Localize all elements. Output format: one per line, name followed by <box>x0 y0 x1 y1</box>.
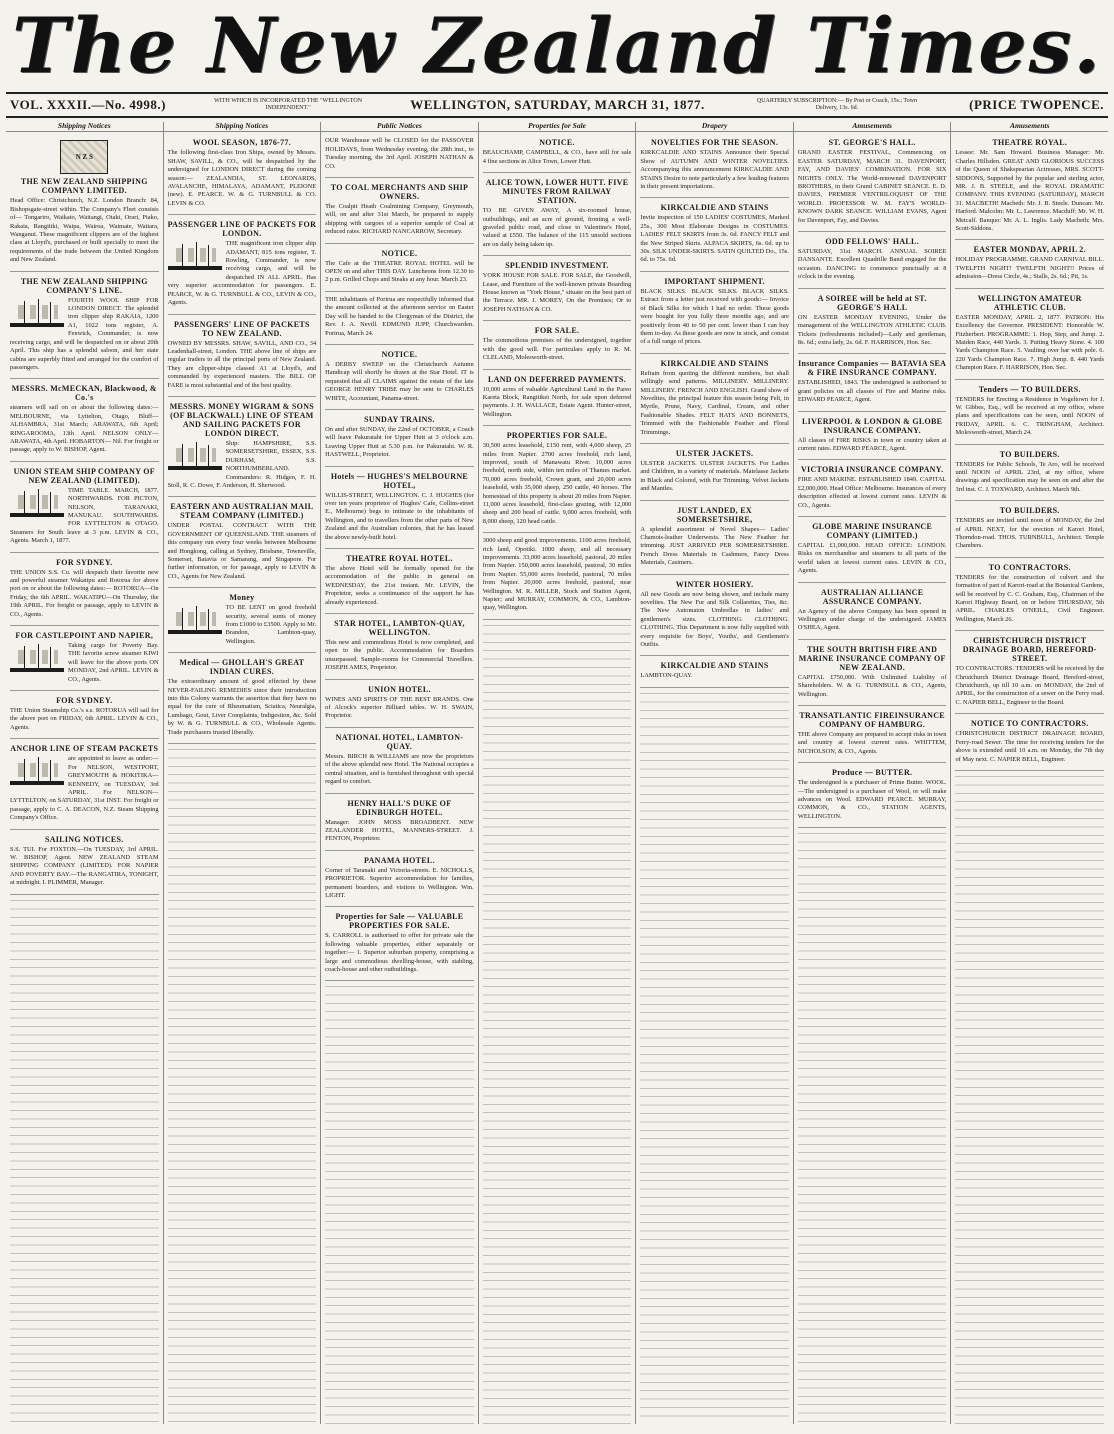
advertisement-body: TO CONTRACTORS. TENDERS will be received by the Christchurch District Drainage Board, Hereford-street, Christchurch, up till 10 a.m. on MONDAY, the 2nd of APRIL, for the construction of a sewer on the Ferry road. C. NAPIER BELL, Engineer to the Board. <box>955 665 1105 706</box>
advertisement-body: The extraordinary amount of good effected by these NEVER-FAILING REMEDIES since their introduction into this Colony warrants the assertion that they have no equal for the cure of Rheumatism, Sciatica, Neuralgia, Lumbago, Gout, Liver Complaints, Indigestion, &c. Sold by W. & G. TURNBULL & CO., Wholesale Agents. Trade purchasers trusted liberally. <box>167 678 317 736</box>
advertisement <box>798 234 947 289</box>
advertisement-body: are appointed to leave as under:— For NELSON, WESTPORT, GREYMOUTH & HOKITIKA—KENNEDY, on TUESDAY, 3rd APRIL. For NELSON—LYTTELTON, on SATURDAY, 31st INST. For freight or passage, apply to C. A. DEACON, N.Z. Steam Shipping Company's Office. <box>10 755 159 822</box>
column-7 <box>951 122 1108 1424</box>
advertisement-body: The undersigned is a purchaser of Prime Butter. WOOL.—The undersigned is a purchaser of Wool, or will make advances on Wool. EDWARD PEARCE. MURRAY, COMMON, & CO., STATION AGENTS, WELLINGTON. <box>797 779 947 820</box>
advertisement-body: The commodious premises of the undersigned, together with the good will. For particulars apply to R. M. CLELAND, Molesworth-street. <box>482 337 632 362</box>
advertisement-body: S.S. TUI. For FOXTON.—On TUESDAY, 3rd APRIL. W. BISHOP, Agent. NEW ZEALAND STEAM SHIPPING COMPANY (LIMITED). FOR NAPIER AND POVERTY BAY.—The RANGATIRA, TONIGHT, at midnight. I. PLIMMER, Manager. <box>10 845 159 887</box>
advertisement-title: MESSRS. McMECKAN, Blackwood, & Co.'s <box>11 384 157 403</box>
advertisement-title: NOTICE. <box>381 349 418 359</box>
advertisement-body: CAPITAL £1,000,000. HEAD OFFICE: LONDON. Risks on merchandise and steamers to all parts of the world taken at lowest current rates. LEVIN & CO., Agents. <box>797 541 947 575</box>
advertisement-title: MESSRS. MONEY WIGRAM & SONS (OF BLACKWALL) LINE OF STEAM AND SAILING PACKETS FOR LONDON DIRECT. <box>169 401 315 438</box>
body-text-filler <box>955 773 1104 1424</box>
advertisement <box>10 555 159 626</box>
advertisement <box>640 503 789 575</box>
advertisement-body: TENDERS for Public Schools, Te Aro, will be received until NOON of APRIL 23rd, at my office, where drawings and specification may be seen on and after the 3rd inst. C. J. TOXWARD, Architect. March 9th. <box>955 460 1105 493</box>
advertisement-title: Produce — BUTTER. <box>832 768 913 778</box>
advertisement <box>325 469 474 549</box>
advertisement <box>955 242 1104 288</box>
advertisement <box>640 200 789 271</box>
advertisement-title: TO BUILDERS. <box>999 449 1060 459</box>
advertisement-title: HENRY HALL'S DUKE OF EDINBURGH HOTEL. <box>347 798 452 817</box>
advertisement-body: YORK HOUSE FOR SALE. FOR SALE, the Goodwill, Lease, and Furniture of the well-known private Boarding House known as "York House," situate on the best part of the Terrace. MR. J. MOREY, On the Premises; Or to JOSEPH NATHAN & CO. <box>482 272 632 313</box>
advertisement-title: LIVERPOOL & LONDON & GLOBE INSURANCE COMPANY. <box>802 416 943 435</box>
advertisement <box>955 382 1104 445</box>
advertisement-body: CAPITAL £750,000. With Unlimited Liability of Shareholders. W. & G. TURNBULL & CO., Agents, Wellington. <box>797 673 947 698</box>
advertisement-title: Tenders — TO BUILDERS. <box>978 384 1081 394</box>
advertisement <box>325 246 474 292</box>
advertisement-title: LAND ON DEFERRED PAYMENTS. <box>488 374 627 384</box>
advertisement-body: HOLIDAY PROGRAMME. GRAND CARNIVAL BILL. TWELFTH NIGHT! TWELFTH NIGHT!! Prices of admission—Dress Circle, 4s.; Stalls, 2s. 6d.; Pit, 1s. <box>955 256 1105 281</box>
advertisement <box>325 180 474 244</box>
advertisement <box>325 616 474 680</box>
advertisement-body: An Agency of the above Company has been opened in Wellington under charge of the undersigned. JAMES O'SHEA, Agent. <box>797 607 947 632</box>
advertisement-body: TENDERS are invited until noon of MONDAY, the 2nd of APRIL NEXT, for the erection of Karori Hotel, Thorndon-road. THOS. TURNBULL, Architect. Temple Chambers. <box>955 517 1105 550</box>
advertisement-body: LAMBTON-QUAY. <box>640 672 693 680</box>
advertisement <box>10 741 159 829</box>
advertisement-body: FIRE AND MARINE. ESTABLISHED 1849. CAPITAL £2,000,000. Head Office: Melbourne. Insurances of every description effected at lowest current rates. LEVIN & CO., Agents. <box>797 476 947 509</box>
advertisement-title: TO CONTRACTORS. <box>988 562 1071 572</box>
body-text-filler <box>483 622 632 1424</box>
advertisement-title: ULSTER JACKETS. <box>675 448 754 458</box>
advertisement <box>955 716 1104 771</box>
advertisement-body: THE Union Steamship Co.'s s.s. ROTORUA will sail for the above port on FRIDAY, 6th APRIL. LEVIN & CO., Agents. <box>10 707 159 731</box>
advertisement-title: THE SOUTH BRITISH FIRE AND MARINE INSURANCE COMPANY OF NEW ZEALAND. <box>798 644 946 672</box>
advertisement-body: The above Hotel will be formally opened for the accommodation of the public in general on WEDNESDAY, the 21st instant. Mr. LEVIN, the Proprietor, seeks a continuance of the support he has already experienced. <box>325 565 474 606</box>
advertisement-title: PANAMA HOTEL. <box>364 855 435 865</box>
advertisement <box>798 291 947 355</box>
advertisement-body: Corner of Taranaki and Victoria-streets. E. NICHOLLS, PROPRIETOR. Superior accommodation for families, permanent boarders, and visitors to Wellington. Wm. LIGHT. <box>325 866 474 899</box>
advertisement-body: WINES AND SPIRITS OF THE BEST BRANDS. One of Alcock's superior Billiard tables. W. H. SWAIN, Proprietor. <box>325 695 474 720</box>
column-5 <box>636 122 794 1424</box>
advertisement-body: UNDER POSTAL CONTRACT WITH THE GOVERNMENT OF QUEENSLAND. THE steamers of this company run every four weeks between Melbourne and Hongkong, calling at Sydney, Brisbane, Townsville, Somerset, Batavia or Samarang, and Singapore. For further information, or for passage, apply to LEVIN & CO., Agents for New Zealand. <box>167 522 317 580</box>
advertisement <box>640 446 789 501</box>
body-text-filler <box>798 830 947 1424</box>
advertisement-title: WINTER HOSIERY. <box>675 579 754 589</box>
advertisement-title: Money <box>229 593 255 603</box>
advertisement <box>483 535 632 620</box>
advertisement-title: UNION HOTEL. <box>368 684 431 694</box>
advertisement-title: NOTICE TO CONTRACTORS. <box>970 719 1089 729</box>
column-heading: Properties for Sale <box>479 122 636 132</box>
advertisement <box>955 560 1104 631</box>
advertisement-title: KIRKCALDIE AND STAINS <box>660 661 769 671</box>
place-date: WELLINGTON, SATURDAY, MARCH 31, 1877. <box>410 97 705 112</box>
advertisement-body: KIRKCALDIE AND STAINS Announce their Special Show of AUTUMN AND WINTER NOVELTIES. Accompanying this announcement KIRKCALDIE AND STAINS Desire to note particularly a few leading features in their present importations. <box>640 149 789 191</box>
advertisement-title: STAR HOTEL, LAMBTON-QUAY, WELLINGTON. <box>334 619 465 638</box>
advertisement <box>640 135 789 198</box>
advertisement <box>325 853 474 908</box>
advertisement-body: THE above Company are prepared to accept risks in town and country at lowest current rates. WHITTEM, NICHOLSON, & CO., Agents. <box>797 731 947 755</box>
advertisement <box>955 633 1104 714</box>
advertisement-body: All new Goods are now being shown, and include many novelties. The New Fur and Silk Collarettes, Ties, &c. The New Automaton Umbrellas in ladies' and gentlemen's sizes. CLOTHING. CLOTHING. CLOTHING. This Department is now fully supplied with every requisite for Boys', Youths', and Gentlemen's Outfits. <box>640 590 789 649</box>
advertisement-title: KIRKCALDIE AND STAINS <box>660 203 769 213</box>
advertisement <box>640 274 789 354</box>
sailing-ship-icon <box>10 299 64 329</box>
advertisement <box>955 291 1104 380</box>
advertisement-title: A SOIREE will be held at ST. GEORGE'S HALL <box>817 293 927 312</box>
column-2 <box>164 122 322 1424</box>
advertisement-body: Invite inspection of 150 LADIES' COSTUMES, Marked 25s., 300 Most Elaborate Designs in COSTUMES. LADIES' FELT SKIRTS from 3s. 6d. FANCY FELT and the New Striped Skirts. ALPACA SKIRTS, 6s. 6d. up to 30s. SILK UNDER-SKIRTS. SATIN QUILTED Do., 15s. 6d. to 75s. 6d. <box>640 214 789 264</box>
advertisement <box>10 274 159 380</box>
masthead: The New Zealand Times. <box>12 1 1102 90</box>
advertisement-body: Refrain from quoting the different numbers, but shall willingly send patterns. MILLINERY. MILLINERY. MILLINERY. FRENCH AND ENGLISH. Grand show of Novelties, the principal feature this season being Felt, in Myrtle, Prune, Navy, Cardinal, Cream, and other Fashionable Shades. FELT HATS AND BONNETS, Trimmed with the Fashionable Feather and Floral Trimmings. <box>640 369 789 436</box>
advertisement <box>168 217 317 314</box>
advertisement-title: WELLINGTON AMATEUR ATHLETIC CLUB. <box>977 293 1082 312</box>
advertisement <box>168 655 317 744</box>
advertisement-body: FOURTH WOOL SHIP FOR LONDON DIRECT. The splendid iron clipper ship RAKAIA, 1200 A1, 1022 tons register, A. Fenwick, Commander, is now receiving cargo, and will be despatched on or about 20th April. This ship has a splendid saloon, and her state cabins are superbly fitted and arranged for the comfort of passengers. <box>10 296 159 371</box>
sailing-ship-icon <box>10 757 64 787</box>
column-1 <box>6 122 164 1424</box>
advertisement-title: FOR CASTLEPOINT AND NAPIER, <box>15 631 154 641</box>
advertisement-body: 10,000 acres of valuable Agricultural Land in the Pareo Kareta Block, Rangitikei North, for sale upon deferred payments. J. H. WALLACE, Estate Agent. Hunter-street, Wellington. <box>482 385 632 418</box>
advertisement <box>483 428 632 533</box>
advertisement-body: Ship: HAMPSHIRE, S.S. SOMERSETSHIRE, ESSEX, S.S. DURHAM, S.S. NORTHUMBERLAND. Commanders: R. Hidgen, F. H. Stoll, R. C. Dowe, F. Anderson, H. Sherwood. <box>167 439 317 489</box>
advertisement <box>798 356 947 411</box>
advertisement-body: Messrs. BIRCH & WILLIAMS are now the proprietors of the above splendid new Hotel. The National occupies a central situation, and is furnished throughout with special regard to comfort. <box>325 752 474 786</box>
body-text-filler <box>640 690 789 1424</box>
advertisement-title: NOVELTIES FOR THE SEASON. <box>651 138 779 148</box>
advertisement <box>325 909 474 981</box>
advertisement-title: IMPORTANT SHIPMENT. <box>664 276 765 286</box>
advertisement-body: A DERBY SWEEP on the Christchurch Autumn Handicap will shortly be drawn at the Star Hotel. IT is requested that all CLAIMS against the estate of the late GEORGE HENRY TRIBE may be sent to CHARLES WHITE, Accountant, Panama-street. <box>325 360 474 402</box>
advertisement <box>10 832 159 895</box>
column-6 <box>794 122 952 1424</box>
advertisement <box>798 462 947 517</box>
advertisement-title: THE NEW ZEALAND SHIPPING COMPANY LIMITED. <box>20 177 148 196</box>
advertisement <box>168 317 317 397</box>
advertisement-body: THE magnificent iron clipper ship ADAMANT, 815 tons register, T. Rowling, Commander, is now receiving cargo, and will be despatched IN ALL APRIL. Has very superior accommodation for passengers. E. PEARCE, W. & G. TURNBULL & CO., LEVIN & CO., Agents. <box>167 240 317 307</box>
column-heading: Amusements <box>951 122 1108 132</box>
advertisement <box>640 577 789 657</box>
advertisement <box>168 499 317 588</box>
advertisement-body: The Cafe at the THEATRE ROYAL HOTEL will be OPEN on and after THIS DAY. Luncheons from 12.30 to 2 p.m. Grilled Chops and Steaks at any hour. March 23. <box>325 259 474 284</box>
sailing-ship-icon <box>10 644 64 674</box>
advertisement <box>483 258 632 321</box>
advertisement-body: This new and commodious Hotel is now completed, and open to the public. Accommodation for Boarders unsurpassed. Sample-rooms for Commercial Travellers. JOSEPH AMES, Proprietor. <box>325 639 474 672</box>
advertisement-body: S. CARROLL is authorised to offer for private sale the following valuable properties, either separately or together:— 1. Superior suburban property, comprising a large and commodious dwelling-house, with stabling, coach-house and other outbuildings. <box>325 932 474 973</box>
advertisement-title: THEATRE ROYAL. <box>992 138 1068 148</box>
advertisement <box>10 628 159 691</box>
advertisement-body: CHRISTCHURCH DISTRICT DRAINAGE BOARD, Ferry-road Sewer. The time for receiving tenders for the above is extended until 10 a.m. on Monday, the 7th day of May next. C. NAPIER BELL, Engineer. <box>955 730 1105 763</box>
advertisement <box>798 135 947 232</box>
advertisement-body: EASTER MONDAY, APRIL 2, 1877. PATRON: His Excellency the Governor. PRESIDENT: Honorable W. Fitzherbert. PROGRAMME: 1. Hop, Step, and Jump. 2. Maiden Race, 440 Yards. 3. Putting Heavy Stone. 4. 100 Yards Champion Race. 5. Vaulting over bar with pole. 6. 220 Yards Champion Race. 7. High Jump. 8. 440 Yards Champion Race. F. HARRISON, Hon. Sec. <box>955 313 1105 372</box>
advertisement-body: TIME TABLE. MARCH, 1877. NORTHWARDS. FOR PICTON, NELSON, TARANAKI, MANUKAU. SOUTHWARDS. FOR LYTTELTON & OTAGO. Steamers for South leave at 3 p.m. LEVIN & CO., Agents. March 1, 1877. <box>10 486 159 545</box>
column-4 <box>479 122 637 1424</box>
advertisement-body: ULSTER JACKETS. ULSTER JACKETS. For Ladies and Children, in a variety of materials. Matelasse Jackets in Black and Colored, with Fur Trimming. Velvet Jackets and Mantles. <box>640 459 789 493</box>
advertisement <box>640 356 789 444</box>
advertisement-title: PASSENGERS' LINE OF PACKETS TO NEW ZEALAND. <box>173 319 310 338</box>
advertisement-body: TENDERS for the construction of culvert and the formation of part of Karori-road at the Botanical Gardens, will be received by C. C. Graham, Esq., Chairman of the Karori Highway Board, on or before THURSDAY, 5th APRIL. CHARLES O'NEILL, Civil Engineer. Wellington, March 26. <box>955 573 1105 623</box>
advertisement-body: THE inhabitants of Porirua are respectfully informed that the amount collected at the afternoon service on Easter Day will be handed to the Clergyman of the District, the Rev. J. A. Nevill. EDMUND JUPP, Churchwarden. Porirua, March 24. <box>325 295 474 337</box>
advertisement <box>640 658 789 687</box>
advertisement-body: TENDERS for Erecting a Residence in Vogeltown for J. W. Gibbes, Esq., will be received at my office, where plans and specifications can be seen, until NOON of FRIDAY, APRIL 6. C. TRINGHAM, Architect. Molesworth-street, March 24. <box>955 395 1105 437</box>
advertisement-body: steamers will sail on or about the following dates:— MELBOURNE, via Lyttelton, Otago, Bluff— ALHAMBRA, 31st March; ARAWATA, 6th April; RINGAROOMA, 13th April. NELSON ONLY— ARAWATA, 4th April. HOBARTON— Nil. For freight or passage, apply to W. BISHOP, Agent. <box>10 404 159 454</box>
advertisement <box>955 447 1104 502</box>
advertisement-title: GLOBE MARINE INSURANCE COMPANY (LIMITED.) <box>812 521 933 540</box>
advertisement-body: ON EASTER MONDAY EVENING, Under the management of the WELLINGTON ATHLETIC CLUB. Tickets (refreshments included)—Lady and gentleman, 8s. 6d.; extra lady, 2s. 6d. F. HARRISON, Hon. Sec. <box>797 313 947 346</box>
advertisement-title: WOOL SEASON, 1876-77. <box>192 138 292 148</box>
advertisement-title: NOTICE. <box>381 248 418 258</box>
advertisement-title: FOR SALE. <box>534 326 580 336</box>
subscription-note: QUARTERLY SUBSCRIPTION:— By Post or Coach, 15s.; Town Delivery, 13s. 6d. <box>756 98 917 111</box>
column-3 <box>321 122 479 1424</box>
advertisement-body: THE UNION S.S. Co. will despatch their favorite new and powerful steamer Wakatipu and Rotorua for above port on or about the following dates:— ROTORUA—On Friday, the 6th APRIL. WAKATIPU—On Thursday, the 19th APRIL. For freight or passage, apply to LEVIN & CO., Agents. <box>10 568 159 618</box>
advertisement-title: Medical — GHOLLAH'S GREAT INDIAN CURES. <box>179 658 305 677</box>
advertisement <box>483 135 632 173</box>
advertisement <box>325 412 474 467</box>
advertisement-body: All classes of FIRE RISKS in town or country taken at current rates. EDWARD PEARCE, Agent. <box>797 436 947 452</box>
advertisement-body: ESTABLISHED, 1843. The undersigned is authorised to grant policies on all classes of Fire and Marine risks. EDWARD PEARCE, Agent. <box>797 379 947 404</box>
advertisement-title: THE NEW ZEALAND SHIPPING COMPANY'S LINE. <box>20 276 148 295</box>
advertisement-body: Taking cargo for Poverty Bay. THE favorite screw steamer KIWI will leave for the above ports ON MONDAY, 2nd APRIL. LEVIN & CO., Agents. <box>68 642 159 683</box>
advertisement-body: Lessee: Mr. Sam Howard. Business Manager: Mr. Charles Hillsden. GREAT AND GLORIOUS SUCCESS of the Queen of Shakspearian Actresses, MRS. SCOTT-SIDDONS, Supported by the popular and sterling actor, MR. J. B. STEELE, and the ROYAL DRAMATIC COMPANY. THIS EVENING (SATURDAY), MARCH 31. MACBETH! Macbeth: Mr. J. B. Steele. Duncan: Mr. Harford. Malcolm: Mr. L. Lawrence. Macduff: Mr. W. H. Metcalf. Banquo: Mr. A. L. Inglis. Lady Macbeth: Mrs. Scott-Siddons. <box>955 149 1105 233</box>
advertisement-title: JUST LANDED, EX SOMERSETSHIRE, <box>676 505 753 524</box>
advertisement <box>325 294 474 345</box>
advertisement <box>798 765 947 828</box>
body-text-filler <box>325 983 474 1424</box>
advertisement-body: BLACK SILKS. BLACK SILKS. BLACK SILKS. Extract from a letter just received with goods:— Invoice of Black Silks for which I had no order. These goods were bought for you fully three months ago, and are positively from 40 to 50 per cent. lower than I can buy them to-day. As these goods are now in stock, and consist of a full range of prices. <box>640 287 789 346</box>
column-heading: Shipping Notices <box>6 122 163 132</box>
advertisement-title: Hotels — HUGHES'S MELBOURNE HOTEL, <box>330 471 469 490</box>
advertisement-title: SPLENDID INVESTMENT. <box>505 261 609 271</box>
advertisement-title: FOR SYDNEY. <box>56 557 113 567</box>
advertisement-body: 30,500 acres leasehold, £150 rent, with 4,000 sheep, 25 miles from Napier. 2700 acres freehold, rich land, improved, south of Manawatu River. 10,000 acres freehold, north side, within ten miles of Thames market. 70,000 acres freehold, Crown grant, and 20,000 acres leasehold, with 35,000 sheep, 250 cattle, 40 horses. The homestead of this property is about 20 miles from Napier. 11,000 acres leasehold, first-class grazing, with 12,000 sheep and 200 head of cattle. 9,000 acres freehold, with 8,000 sheep, 120 head cattle. <box>482 442 632 525</box>
advertisement <box>955 503 1104 558</box>
column-heading: Drapery <box>636 122 793 132</box>
column-heading: Public Notices <box>321 122 478 132</box>
advertisement-title: TO BUILDERS. <box>999 506 1060 516</box>
advertisement-title: EASTERN AND AUSTRALIAN MAIL STEAM COMPANY (LIMITED.) <box>170 502 314 521</box>
advertisement <box>168 590 317 653</box>
advertisement-title: Properties for Sale — VALUABLE PROPERTIES FOR SALE. <box>335 912 464 931</box>
advertisement <box>325 796 474 851</box>
column-heading: Shipping Notices <box>164 122 321 132</box>
advertisement <box>798 519 947 583</box>
advertisement-title: PROPERTIES FOR SALE. <box>506 431 608 441</box>
advertisement <box>168 399 317 497</box>
advertisement-title: CHRISTCHURCH DISTRICT DRAINAGE BOARD, HEREFORD-STREET. <box>962 636 1097 664</box>
advertisement-body: BEAUCHAMP, CAMPBELL, & CO., have still for sale 4 fine sections in Alice Town, Lower Hutt. <box>482 149 632 165</box>
advertisement-body: 3000 sheep and good improvements. 1100 acres freehold, rich land, Opotiki. 1000 sheep, and all necessary improvements. 33,000 acres leasehold, pastoral, 20 miles from Napier. 150,000 acres leasehold, pastoral, 30 miles from Napier. 55,000 acres freehold, pastoral, 70 miles from Napier. 20,000 acres freehold, pastoral, near Wellington. M. R. MILLER, Stock and Station Agent, Napier; and MURRAY, COMMON, & CO., Lambton-quay, Wellington. <box>482 537 632 612</box>
advertisement-body: Head Office: Christchurch, N.Z. London Branch: 84, Bishopsgate-street within. The Company's Fleet consists of— Tongariro, Waikato, Waitangi, Otaki, Orari, Piako, Rakaia, Rangitiki, Waipa, Wairoa, Waimate, Waitara, Wanganui. These magnificent clippers are of the highest class at Lloyd's, purchased or built specially to meet the requirements of the trade between the United Kingdom and New Zealand. <box>10 197 159 264</box>
advertisement-body: A splendid assortment of Novel Shapes— Ladies' Chamois-leather Underwests. The New Feather fur trimming. JUST ARRIVED PER SOMERSETSHIRE. French Dress Materials in Cashmere, Fancy Dress Materials, Casimers. <box>640 525 789 567</box>
advertisement-body: WILLIS-STREET, WELLINGTON. C. J. HUGHES (for over ten years proprietor of Hughes' Cafe, Collins-street E., Melbourne) begs to intimate to the inhabitants of Wellington, and to travellers from the other parts of New Zealand and the Australian colonies, that he has leased the above newly-built hotel. <box>325 491 474 541</box>
price: (PRICE TWOPENCE. <box>969 97 1104 112</box>
sailing-ship-icon <box>10 489 64 519</box>
advertisement <box>955 135 1104 240</box>
advertisement <box>483 372 632 427</box>
volume-number: VOL. XXXII.—No. 4998.) <box>10 97 166 112</box>
sailing-ship-icon <box>168 242 222 272</box>
advertisement <box>325 135 474 178</box>
advertisement-body: The Coalpit Heath Coalmining Company, Greymouth, will, on and after 31st March, be prepared to supply shipping with cargoes of a superior sample of Coal at reduced rates. RICHARD NANCARROW, Secretary. <box>325 203 474 236</box>
advertisement-title: THEATRE ROYAL HOTEL. <box>346 554 453 563</box>
advertisement-body: SATURDAY, 31st MARCH. ANNUAL SOIREE DANSANTE. Excellent Quadrille Band engaged for the occasion. DANCING to commence punctually at 8 o'clock in the evening. <box>797 248 947 281</box>
advertisement-body: The following first-class Iron Ships, owned by Messrs. SHAW, SAVILL, & CO., will be despatched by the undersigned for LONDON DIRECT during the coming season:— ZEALANDIA, ST. LEONARDS, AVALANCHE, HIMALAYA, ADAMANT, PLEIONE (new). E. PEARCE. W. & G. TURNBULL & CO. LEVIN & CO. <box>167 149 317 207</box>
advertisement-title: AUSTRALIAN ALLIANCE ASSURANCE COMPANY. <box>820 587 924 606</box>
advertisement-body: Manager: JOHN MOSS BROADBENT. NEW ZEALANDER HOTEL, MANNERS-STREET. J. FENTON, Proprietor. <box>325 818 474 843</box>
advertisement-title: SUNDAY TRAINS. <box>364 414 435 424</box>
advertisement-body: TO BE LENT on good freehold security, several sums of money from £1000 to £3500. Apply to Mr. Brandon, Lambton-quay, Wellington. <box>225 604 317 645</box>
advertisement <box>325 730 474 794</box>
advertisement-title: ODD FELLOWS' HALL. <box>825 237 919 247</box>
advertisement-title: NOTICE. <box>539 138 575 148</box>
advertisement <box>10 693 159 739</box>
column-heading: Amusements <box>794 122 951 132</box>
advertisement <box>483 175 632 256</box>
advertisement-title: ALICE TOWN, LOWER HUTT. FIVE MINUTES FROM RAILWAY STATION. <box>485 178 629 206</box>
body-text-filler <box>168 746 317 1424</box>
advertisement-body: OUR Warehouse will be CLOSED for the PASSOVER HOLIDAYS, from Wednesday evening, the 28th inst., to Tuesday morning, the 3rd April. JOSEPH NATHAN & CO. <box>325 137 474 170</box>
advertisement-title: ST. GEORGE'S HALL. <box>828 138 916 148</box>
advertisement-title: PASSENGER LINE OF PACKETS FOR LONDON. <box>167 220 317 239</box>
incorporated-note: WITH WHICH IS INCORPORATED THE "WELLINGTON INDEPENDENT." <box>214 98 363 111</box>
sailing-ship-icon <box>168 442 222 472</box>
advertisement-title: KIRKCALDIE AND STAINS <box>660 358 769 368</box>
advertisement <box>798 585 947 640</box>
advertisement-title: TRANSATLANTIC FIREINSURANCE COMPANY OF HAMBURG. <box>799 711 945 730</box>
advertisement <box>325 682 474 728</box>
dateline <box>6 92 1108 118</box>
advertisement <box>10 381 159 461</box>
advertisement-title: VICTORIA INSURANCE COMPANY. <box>800 465 944 475</box>
advertisement <box>325 551 474 614</box>
advertisement-title: ANCHOR LINE OF STEAM PACKETS <box>10 744 159 754</box>
advertisement <box>168 135 317 215</box>
advertisement-title: NATIONAL HOTEL, LAMBTON-QUAY. <box>335 732 464 751</box>
columns <box>6 122 1108 1424</box>
advertisement-title: UNION STEAM SHIP COMPANY OF NEW ZEALAND (LIMITED). <box>13 466 155 485</box>
advertisement-body: GRAND EASTER FESTIVAL, Commencing on EASTER SATURDAY, MARCH 31. DAVENPORT, FAY, AND DAVIES' COMBINATION. FOR SIX NIGHTS ONLY. The World-renowned DAVENPORT BROTHERS, in their Grand CABINET SEANCE. E. D. DAVIES, PREMIER VENTRILOQUIST OF THE WORLD. PROFESSOR W. M. FAY'S WORLD-KNOWN DARK SEANCE. WILLIAM EVANS, Agent for Davenport, Fay, and Davies. <box>797 149 947 224</box>
advertisement-title: EASTER MONDAY, APRIL 2. <box>973 245 1086 255</box>
company-flag-icon: N Z S <box>60 140 108 174</box>
advertisement <box>10 464 159 553</box>
advertisement <box>10 135 159 271</box>
advertisement <box>798 414 947 461</box>
advertisement <box>798 642 947 706</box>
advertisement <box>325 347 474 410</box>
sailing-ship-icon <box>168 606 222 636</box>
advertisement-title: SAILING NOTICES. <box>44 834 124 844</box>
advertisement-body: TO BE GIVEN AWAY, A six-roomed house, outbuildings, and an acre of ground, fronting a well-graveled public road, and close to Valentine's Hotel, valued at £550. The balance of the 115 unsold sections are on daily being taken up. <box>482 207 632 248</box>
advertisement-title: FOR SYDNEY. <box>56 696 113 706</box>
advertisement-body: On and after SUNDAY, the 22nd of OCTOBER, a Coach will leave Pakuratahi for Upper Hutt at 3 o'clock a.m. Leaving Upper Hutt at 5.30 p.m. for Pakuratahi. W. R. HASTWELL, Proprietor. <box>325 425 474 459</box>
advertisement <box>798 708 947 763</box>
advertisement-title: TO COAL MERCHANTS AND SHIP OWNERS. <box>330 183 469 202</box>
advertisement <box>483 323 632 369</box>
advertisement-body: OWNED BY MESSRS. SHAW, SAVILL, AND CO., 34 Leadenhall-street, London. THE above line of ships are regular traders to all the principal ports of New Zealand. They are clipper-ships classed A1 at Lloyd's, and commanded by experienced masters. The BILL OF FARE is most substantial and of the best quality. <box>167 339 317 389</box>
body-text-filler <box>10 897 159 1424</box>
advertisement-title: Insurance Companies — BATAVIA SEA & FIRE INSURANCE COMPANY. <box>798 359 947 378</box>
